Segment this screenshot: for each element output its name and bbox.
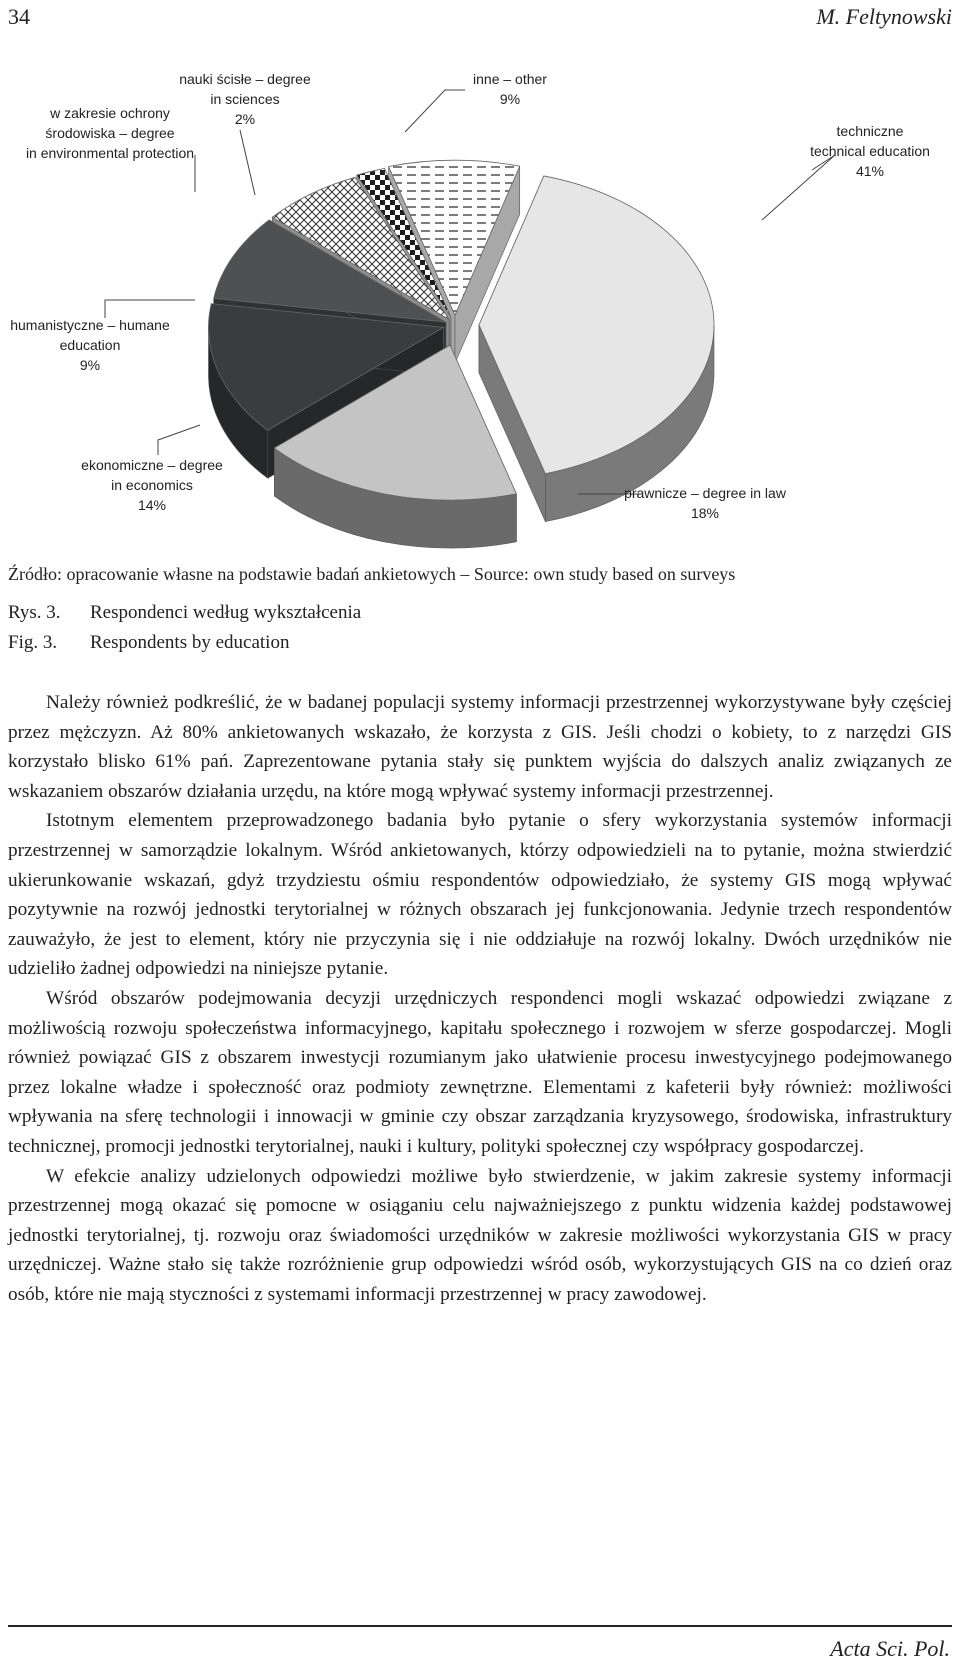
figure-source: Źródło: opracowanie własne na podstawie badań ankietowych – Source: own study based on surveys [8,564,736,584]
pie-label-line: 2% [234,111,256,127]
running-head-author: M. Feltynowski [816,4,952,29]
pie-label-line: 14% [137,497,167,513]
pie-label-line: technical education [810,143,930,159]
paragraph: Wśród obszarów podejmowania decyzji urzędniczych respondenci mogli wskazać odpowiedzi związane z możliwością rozwoju społeczeństwa informacyjnego, kapitału społecznego i rozwojem w sferze gospodarczej. Mogli również powiązać GIS z obszarem inwestycji rozumianym jako ułatwienie procesu inwestycyjnego podejmowanego przez lokalne władze i społeczność oraz podmioty zewnętrzne. Elementami z kafeterii były również: możliwości wpływania na sferę technologii i innowacji w gminie czy obszar zarządzania kryzysowego, środowiska, infrastruktury technicznej, promocji jednostki terytorialnej, nauki i kultury, polityki społecznej czy współpracy gospodarczej. [8,987,952,1157]
education-pie-chart [0,60,960,570]
leader-line [158,425,200,455]
body-text [8,688,952,1309]
pie-label-line: 18% [690,505,720,521]
caption-text: Respondenci według wykształcenia [90,602,362,623]
pie-label-line: inne – other [473,71,547,87]
pie-label-line: 41% [855,163,885,179]
pie-label-line: in environmental protection [25,145,195,161]
page-header [8,4,952,34]
pie-label-line: w zakresie ochrony [50,105,170,121]
caption-english [8,628,361,658]
caption-id: Rys. 3. [8,602,61,623]
pie-label-line: nauki ścisłe – degree [179,71,311,87]
pie-label-line: 9% [79,357,101,373]
pie-label-line: techniczne [836,123,904,139]
paragraph: W efekcie analizy udzielonych odpowiedzi możliwe było stwierdzenie, w jakim zakresie systemy informacji przestrzennej mogą okazać się pomocne w osiąganiu celu najważniejszego z punktu widzenia każdej podstawowej jednostki terytorialnej, tj. rozwoju oraz świadomości urzędników w zakresie możliwości wykorzystania GIS w pracy urzędniczej. Ważne stało się także rozróżnienie grup odpowiedzi wśród osób, wykorzystujących GIS na co dzień oraz osób, które nie mają styczności z systemami informacji przestrzennej w pracy zawodowej. [8,1165,952,1305]
pie-label-line: in sciences [210,91,280,107]
pie-label-line: humanistyczne – humane [10,317,170,333]
leader-line [405,90,465,132]
journal-name: Acta Sci. Pol. [830,1636,950,1661]
figure-captions [8,598,361,658]
paragraph: Istotnym elementem przeprowadzonego badania było pytanie o sfery wykorzystania systemów informacji przestrzennej w samorządzie lokalnym. Wśród ankietowanych, którzy odpowiedzieli na to pytanie, można stwierdzić ukierunkowanie wskazań, gdyż trzydziestu ośmiu respondentów odpowiedziało, że systemy GIS mogą wpływać pozytywnie na rozwój jednostki terytorialnej w różnych obszarach jej funkcjonowania. Jedynie trzech respondentów zauważyło, że jest to element, który nie przyczynia się i nie oddziałuje na rozwój lokalny. Dwóch urzędników nie udzieliło żadnej odpowiedzi na niniejsze pytanie. [8,810,952,980]
paragraph: Należy również podkreślić, że w badanej populacji systemy informacji przestrzennej wykorzystywane były częściej przez mężczyzn. Aż 80% ankietowanych wskazało, że korzysta z GIS. Jeśli chodzi o kobiety, to z narzędzi GIS korzystało blisko 61% pań. Zaprezentowane pytania stały się punktem wyjścia do dalszych analiz związanych ze wskazaniem obszarów działania urzędu, na które mogą wpływać systemy informacji przestrzennej. [8,692,952,802]
page-number: 34 [8,4,30,29]
caption-text: Respondents by education [90,632,290,653]
caption-id: Fig. 3. [8,632,58,653]
pie-label-line: ekonomiczne – degree [81,457,223,473]
pie-label-line: education [59,337,121,353]
pie-label-line: środowiska – degree [45,125,175,141]
pie-label-line: prawnicze – degree in law [624,485,786,501]
footer-rule [8,1625,952,1627]
leader-line [105,300,195,318]
leader-line [762,155,835,220]
caption-polish [8,598,361,628]
leader-line [240,130,255,195]
pie-label-line: 9% [499,91,521,107]
pie-label-line: in economics [111,477,193,493]
